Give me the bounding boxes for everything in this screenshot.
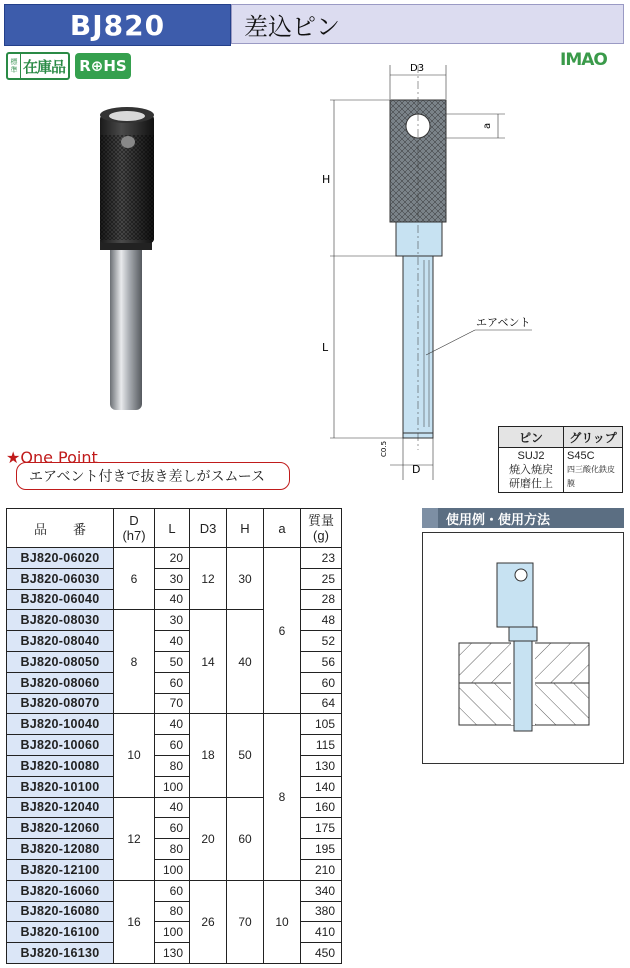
d-value: 12 xyxy=(114,797,155,880)
part-number: BJ820-12080 xyxy=(7,839,114,860)
table-row xyxy=(7,880,342,901)
part-number: BJ820-10080 xyxy=(7,755,114,776)
l-value: 40 xyxy=(155,631,190,652)
h-value: 50 xyxy=(227,714,264,797)
part-number: BJ820-10060 xyxy=(7,735,114,756)
usage-diagram xyxy=(423,533,623,763)
l-value: 40 xyxy=(155,714,190,735)
usage-title: 使用例・使用方法 xyxy=(446,512,551,528)
col-d3: D3 xyxy=(190,509,227,548)
rohs-badge: R⊕HS xyxy=(75,53,131,79)
l-value: 20 xyxy=(155,548,190,569)
d-value: 8 xyxy=(114,610,155,714)
l-value: 80 xyxy=(155,755,190,776)
part-number: BJ820-06020 xyxy=(7,548,114,569)
l-value: 130 xyxy=(155,943,190,964)
l-value: 60 xyxy=(155,735,190,756)
mass-value: 140 xyxy=(301,776,342,797)
d3-value: 12 xyxy=(190,548,227,610)
mass-value: 60 xyxy=(301,672,342,693)
mass-value: 380 xyxy=(301,901,342,922)
l-value: 60 xyxy=(155,818,190,839)
mass-value: 115 xyxy=(301,735,342,756)
mass-value: 175 xyxy=(301,818,342,839)
pin-material: SUJ2 xyxy=(517,450,545,462)
product-code: BJ820 xyxy=(4,4,231,46)
material-table xyxy=(498,426,623,493)
mass-value: 210 xyxy=(301,859,342,880)
d-value: 10 xyxy=(114,714,155,797)
product-photo xyxy=(60,90,200,420)
mass-value: 195 xyxy=(301,839,342,860)
col-a: a xyxy=(264,509,301,548)
h-value: 60 xyxy=(227,797,264,880)
dim-d3: D3 xyxy=(410,63,425,74)
brand-logo: IMAO xyxy=(560,50,607,70)
usage-header xyxy=(422,508,624,528)
part-number: BJ820-10040 xyxy=(7,714,114,735)
dim-d: D xyxy=(412,463,421,476)
a-value: 10 xyxy=(264,880,301,963)
mass-value: 48 xyxy=(301,610,342,631)
part-number: BJ820-12100 xyxy=(7,859,114,880)
one-point-text: エアベント付きで抜き差しがスムース xyxy=(16,462,290,490)
part-number: BJ820-10100 xyxy=(7,776,114,797)
dim-h: H xyxy=(322,173,331,186)
table-row xyxy=(7,548,342,569)
d3-value: 18 xyxy=(190,714,227,797)
l-value: 80 xyxy=(155,839,190,860)
usage-diagram-box xyxy=(422,532,624,764)
h-value: 70 xyxy=(227,880,264,963)
l-value: 100 xyxy=(155,922,190,943)
part-number: BJ820-16130 xyxy=(7,943,114,964)
stock-badge xyxy=(6,52,70,80)
h-value: 40 xyxy=(227,610,264,714)
col-d-sub: (h7) xyxy=(122,528,146,543)
col-l: L xyxy=(155,509,190,548)
a-value: 6 xyxy=(264,548,301,714)
dim-a: a xyxy=(482,122,493,129)
col-mass-label: 質量 xyxy=(307,513,334,528)
part-number: BJ820-06040 xyxy=(7,589,114,610)
d3-value: 26 xyxy=(190,880,227,963)
l-value: 100 xyxy=(155,859,190,880)
air-vent-label: エアベント xyxy=(476,316,531,329)
mass-value: 23 xyxy=(301,548,342,569)
stock-badge-label: 在庫品 xyxy=(23,57,66,76)
col-mass-unit: (g) xyxy=(313,528,329,543)
part-number: BJ820-06030 xyxy=(7,568,114,589)
product-name: 差込ピン xyxy=(231,4,624,44)
material-grip xyxy=(564,448,623,493)
photo-shaft xyxy=(110,240,142,410)
material-header-grip: グリップ xyxy=(564,427,623,448)
part-number: BJ820-08060 xyxy=(7,672,114,693)
dim-l: L xyxy=(322,341,329,354)
d-value: 16 xyxy=(114,880,155,963)
part-number: BJ820-12040 xyxy=(7,797,114,818)
part-number: BJ820-08070 xyxy=(7,693,114,714)
d3-value: 14 xyxy=(190,610,227,714)
part-number: BJ820-08040 xyxy=(7,631,114,652)
d3-value: 20 xyxy=(190,797,227,880)
grip-material: S45C xyxy=(567,450,595,462)
material-pin xyxy=(499,448,564,493)
part-number: BJ820-08030 xyxy=(7,610,114,631)
l-value: 60 xyxy=(155,880,190,901)
mass-value: 52 xyxy=(301,631,342,652)
page-header xyxy=(0,0,630,46)
grip-treatment: 四三酸化鉄皮膜 xyxy=(567,465,615,488)
dim-chamfer: C0.5 xyxy=(380,440,388,457)
l-value: 50 xyxy=(155,651,190,672)
d-value: 6 xyxy=(114,548,155,610)
stock-badge-small: 標準 xyxy=(8,54,21,78)
l-value: 40 xyxy=(155,797,190,818)
mass-value: 160 xyxy=(301,797,342,818)
mass-value: 410 xyxy=(301,922,342,943)
technical-drawing xyxy=(300,55,630,485)
part-number: BJ820-12060 xyxy=(7,818,114,839)
col-d xyxy=(114,509,155,548)
l-value: 30 xyxy=(155,610,190,631)
material-header-pin: ピン xyxy=(499,427,564,448)
col-mass xyxy=(301,509,342,548)
l-value: 40 xyxy=(155,589,190,610)
l-value: 100 xyxy=(155,776,190,797)
mass-value: 28 xyxy=(301,589,342,610)
col-h: H xyxy=(227,509,264,548)
l-value: 80 xyxy=(155,901,190,922)
mass-value: 64 xyxy=(301,693,342,714)
mass-value: 130 xyxy=(301,755,342,776)
pin-finish: 研磨仕上 xyxy=(509,478,553,490)
table-row xyxy=(7,714,342,735)
col-part: 品 番 xyxy=(7,509,114,548)
mass-value: 25 xyxy=(301,568,342,589)
mass-value: 56 xyxy=(301,651,342,672)
l-value: 60 xyxy=(155,672,190,693)
part-number: BJ820-16080 xyxy=(7,901,114,922)
part-number: BJ820-16060 xyxy=(7,880,114,901)
pin-treatment: 焼入焼戻 xyxy=(509,464,553,476)
part-number: BJ820-16100 xyxy=(7,922,114,943)
col-d-label: D xyxy=(129,513,139,528)
part-number: BJ820-08050 xyxy=(7,651,114,672)
spec-table xyxy=(6,508,342,964)
mass-value: 105 xyxy=(301,714,342,735)
one-point-title: ★One Point xyxy=(6,448,98,467)
usage-header-mark xyxy=(422,508,438,528)
mass-value: 340 xyxy=(301,880,342,901)
photo-hole xyxy=(121,136,135,148)
h-value: 30 xyxy=(227,548,264,610)
mass-value: 450 xyxy=(301,943,342,964)
a-value: 8 xyxy=(264,714,301,880)
l-value: 70 xyxy=(155,693,190,714)
l-value: 30 xyxy=(155,568,190,589)
